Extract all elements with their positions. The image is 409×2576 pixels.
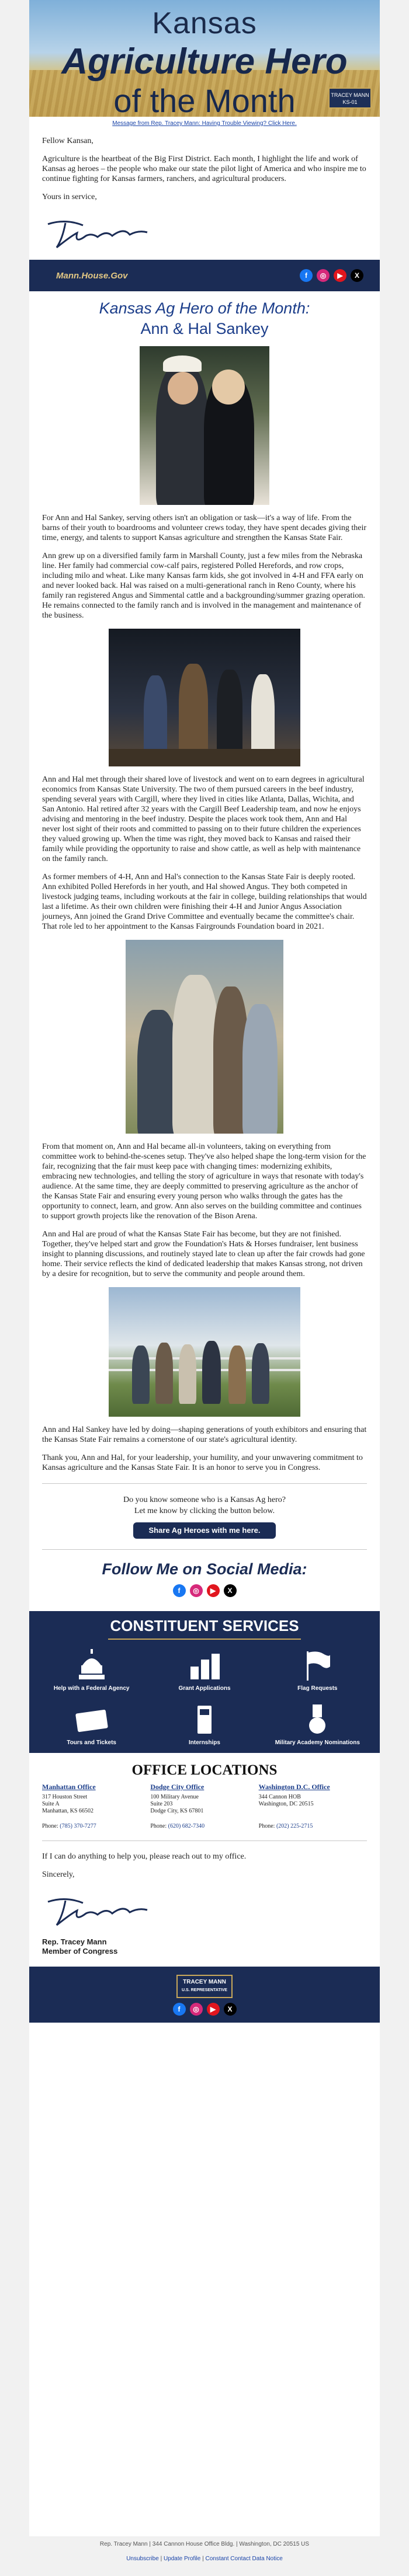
office-locations: [29, 1783, 380, 1830]
badge-line1: TRACEY MANN: [331, 92, 369, 98]
medal-icon: [300, 1703, 335, 1736]
service-label: Grant Applications: [178, 1685, 231, 1692]
constant-contact-link[interactable]: Constant Contact Data Notice: [205, 2556, 283, 2562]
office-address-line: 100 Military Avenue: [150, 1794, 199, 1800]
signature-image: [42, 212, 159, 253]
grant-applications-icon: [187, 1649, 222, 1682]
office-phone[interactable]: (620) 682-7340: [168, 1823, 205, 1829]
sincerely: Sincerely,: [42, 1870, 75, 1879]
footer-logo: [176, 1975, 233, 1998]
link-separator: |: [202, 2556, 204, 2562]
office-address-line: Washington, DC 20515: [258, 1801, 314, 1807]
capitol-icon: [74, 1649, 109, 1682]
sankey-portrait-photo: [140, 346, 269, 505]
fairgrounds-group-photo: [109, 1287, 300, 1417]
footer-social-icons: [29, 2003, 380, 2016]
internship-icon: [187, 1703, 222, 1736]
service-tours-tickets[interactable]: [35, 1700, 148, 1746]
award-stage-photo: [109, 629, 300, 766]
service-label: Help with a Federal Agency: [53, 1685, 130, 1692]
social-icons-row: [29, 1584, 380, 1597]
office-manhattan: [42, 1783, 150, 1830]
service-military-academy[interactable]: [261, 1700, 374, 1746]
youtube-icon[interactable]: ▶: [207, 1584, 220, 1597]
footer-links: [0, 2547, 409, 2562]
offices-title: OFFICE LOCATIONS: [131, 1762, 278, 1778]
phone-label: Phone:: [150, 1823, 167, 1829]
office-washington-dc: [259, 1783, 367, 1830]
x-icon[interactable]: X: [224, 2003, 237, 2016]
office-address-line: [259, 1808, 367, 1815]
banner-title-line2: Agriculture Hero: [61, 41, 348, 82]
website-link[interactable]: Mann.House.Gov: [56, 270, 128, 281]
divider: [42, 1549, 367, 1550]
instagram-icon[interactable]: ◎: [317, 269, 330, 282]
story-paragraph-1: For Ann and Hal Sankey, serving others isn't an obligation or task—it's a way of life. From the barns of their youth to boardrooms and volunteer crews today, they have spent decades giving their time, energy, and talents to support Kansas agriculture and strengthen the Kansas State Fair.: [42, 514, 367, 542]
phone-label: Phone:: [42, 1823, 58, 1829]
logo-line2: U.S. REPRESENTATIVE: [182, 1988, 227, 1992]
office-address-line: 317 Houston Street: [42, 1794, 88, 1800]
instagram-icon[interactable]: ◎: [190, 2003, 203, 2016]
service-flag-requests[interactable]: [261, 1646, 374, 1692]
service-grant-applications[interactable]: [148, 1646, 261, 1692]
hero-heading: Kansas Ag Hero of the Month:: [99, 299, 310, 317]
story-paragraph-4: As former members of 4-H, Ann and Hal's connection to the Kansas State Fair is deeply rooted. Ann exhibited Polled Herefords in her youth, and Hal showed Angus. They both competed in livestock judging teams, including workouts at the fair in college, building relationships that would last a lifetime. As their own children were finishing their 4-H and Junior Angus Association journeys, Ann joined the Grand Drive Committee and eventually became the committee's chair. That role led to her appointment to the Kansas Fairgrounds Foundation board in 2021.: [42, 873, 367, 931]
newsletter-page: [29, 0, 380, 2536]
story-paragraph-5: From that moment on, Ann and Hal became all-in volunteers, taking on everything from committee work to behind-the-scenes setup. They've also helped shape the long-term vision for the fair, recognizing that the fair must keep pace with changing times: modernizing exhibits, embracing new technologies, and telling the story of agriculture in ways that resonate with today's audience. At the same time, they are deeply committed to preserving agriculture as the anchor of the Kansas State Fair and ensuring every young person who walks through the gates has the opportunity to connect, learn, and grow. Ann also serves on the building committee and continues to support growth projects like the renovation of the Bison Arena.: [42, 1142, 366, 1221]
signer-title: Member of Congress: [42, 1947, 118, 1955]
signer-name: Rep. Tracey Mann: [42, 1937, 107, 1946]
site-nav-bar: [29, 260, 380, 291]
cta-prompt: [29, 1494, 380, 1517]
story-paragraph-2: Ann grew up on a diversified family farm in Marshall County, just a few miles from the Nebraska line. Her family had commercial cow-calf pairs, registered Polled Herefords, and row crops, including milo and wheat. Like many Kansas farm kids, she got involved in 4-H and FFA early on and never looked back. Hal was raised on a multi-generational ranch in Reno County, where his family ran registered Angus and Simmental cattle and a backgrounding/summer grazing operation. He remains connected to the family ranch and is involved in the management and maintenance of the business.: [42, 552, 365, 620]
intro-paragraph: Agriculture is the heartbeat of the Big First District. Each month, I highlight the life and work of Kansas ag heroes – the people who make our state the pilot light of America and who inspire me to continue fighting for Kansas farmers, ranchers, and agricultural producers.: [42, 155, 366, 183]
story-paragraph-8: Thank you, Ann and Hal, for your leadership, your humility, and your unwavering commitment to Kansas agriculture and the Kansas State Fair. It is an honor to serve you in Congress.: [42, 1453, 363, 1472]
banner-title-line3: of the Month: [113, 82, 296, 117]
signature-image: [42, 1890, 159, 1931]
logo-line1: TRACEY MANN: [183, 1979, 226, 1985]
office-name[interactable]: Dodge City Office: [150, 1783, 204, 1791]
services-underline: [108, 1639, 301, 1640]
greeting: Fellow Kansan,: [42, 137, 93, 145]
office-phone[interactable]: (202) 225-2715: [276, 1823, 313, 1829]
facebook-icon[interactable]: f: [173, 1584, 186, 1597]
service-label: Military Academy Nominations: [275, 1740, 360, 1746]
x-icon[interactable]: X: [351, 269, 363, 282]
office-dodge-city: [150, 1783, 258, 1830]
divider: [42, 1483, 367, 1484]
link-separator: |: [160, 2556, 162, 2562]
youtube-icon[interactable]: ▶: [207, 2003, 220, 2016]
family-photo: [126, 940, 283, 1134]
office-address-line: Suite A: [42, 1801, 60, 1807]
office-phone[interactable]: (785) 370-7277: [60, 1823, 96, 1829]
office-address-line: Dodge City, KS 67801: [150, 1808, 204, 1814]
service-federal-agency[interactable]: [35, 1646, 148, 1692]
follow-heading: Follow Me on Social Media:: [102, 1560, 307, 1578]
view-in-browser-link[interactable]: Message from Rep. Tracey Mann: Having Trouble Viewing? Click Here.: [112, 120, 297, 127]
hero-names: Ann & Hal Sankey: [140, 320, 269, 337]
banner-title-line1: Kansas: [152, 6, 257, 40]
story-paragraph-3: Ann and Hal met through their shared love of livestock and went on to earn degrees in agricultural economics from Kansas State University. The two of them pursued careers in the beef industry, spending several years with Cargill, where they lived in cities like Atlanta, Dallas, Wichita, and San Antonio. Hal retired after 32 years with the Cargill Beef Leadership team, and now he enjoys advising and mentoring in the beef industry. Despite the places work took them, Ann and Hal never lost sight of their roots and committed to passing on to their future children the experiences they valued growing up. When the time was right, they moved back to Kansas and raised their family while providing the opportunity to raise and show cattle, as well as help with maintenance on the family ranch.: [42, 775, 365, 863]
office-address-line: Suite 203: [150, 1801, 173, 1807]
service-internships[interactable]: [148, 1700, 261, 1746]
story-paragraph-6: Ann and Hal are proud of what the Kansas State Fair has become, but they are not finished. Together, they've helped start and grow the Foundation's Hats & Horses fundraiser, lent business insight to planning discussions, and routinely stayed late to clean up after the fair crowds had gone home. Their service reflects the kind of dedicated leadership that makes Kansas strong, not driven by a desire for recognition, but to serve the community and people around them.: [42, 1230, 365, 1278]
header-banner: [29, 0, 380, 117]
facebook-icon[interactable]: f: [173, 2003, 186, 2016]
ticket-icon: [74, 1703, 109, 1736]
service-label: Flag Requests: [297, 1685, 338, 1692]
youtube-icon[interactable]: ▶: [334, 269, 346, 282]
services-title: CONSTITUENT SERVICES: [110, 1617, 299, 1634]
flag-icon: [300, 1649, 335, 1682]
social-icons: [300, 269, 363, 282]
closing-line: Yours in service,: [42, 193, 97, 201]
footer-address: Rep. Tracey Mann | 344 Cannon House Office Bldg. | Washington, DC 20515 US: [99, 2541, 310, 2547]
share-ag-heroes-button[interactable]: Share Ag Heroes with me here.: [133, 1522, 276, 1539]
cta-line2: Let me know by clicking the button below.: [134, 1507, 275, 1515]
facebook-icon[interactable]: f: [300, 269, 313, 282]
instagram-icon[interactable]: ◎: [190, 1584, 203, 1597]
office-name[interactable]: Washington D.C. Office: [258, 1783, 330, 1791]
office-address-line: Manhattan, KS 66502: [42, 1808, 94, 1814]
phone-label: Phone:: [258, 1823, 275, 1829]
office-address-line: 344 Cannon HOB: [258, 1794, 301, 1800]
story-paragraph-7: Ann and Hal Sankey have led by doing—shaping generations of youth exhibitors and ensuring that the Kansas State Fair remains a cornerstone of our state's agricultural identity.: [42, 1425, 367, 1444]
unsubscribe-link[interactable]: Unsubscribe: [126, 2556, 159, 2562]
footer-bar: [29, 1967, 380, 2023]
badge-line2: KS-01: [342, 99, 358, 105]
x-icon[interactable]: X: [224, 1584, 237, 1597]
constituent-services: [29, 1611, 380, 1753]
service-label: Tours and Tickets: [67, 1740, 116, 1746]
banner-logo-badge: [328, 88, 372, 109]
office-name[interactable]: Manhattan Office: [42, 1783, 96, 1791]
cta-line1: Do you know someone who is a Kansas Ag hero?: [123, 1496, 286, 1504]
service-label: Internships: [189, 1740, 220, 1746]
outro-line: If I can do anything to help you, please reach out to my office.: [42, 1852, 247, 1861]
update-profile-link[interactable]: Update Profile: [163, 2556, 201, 2562]
